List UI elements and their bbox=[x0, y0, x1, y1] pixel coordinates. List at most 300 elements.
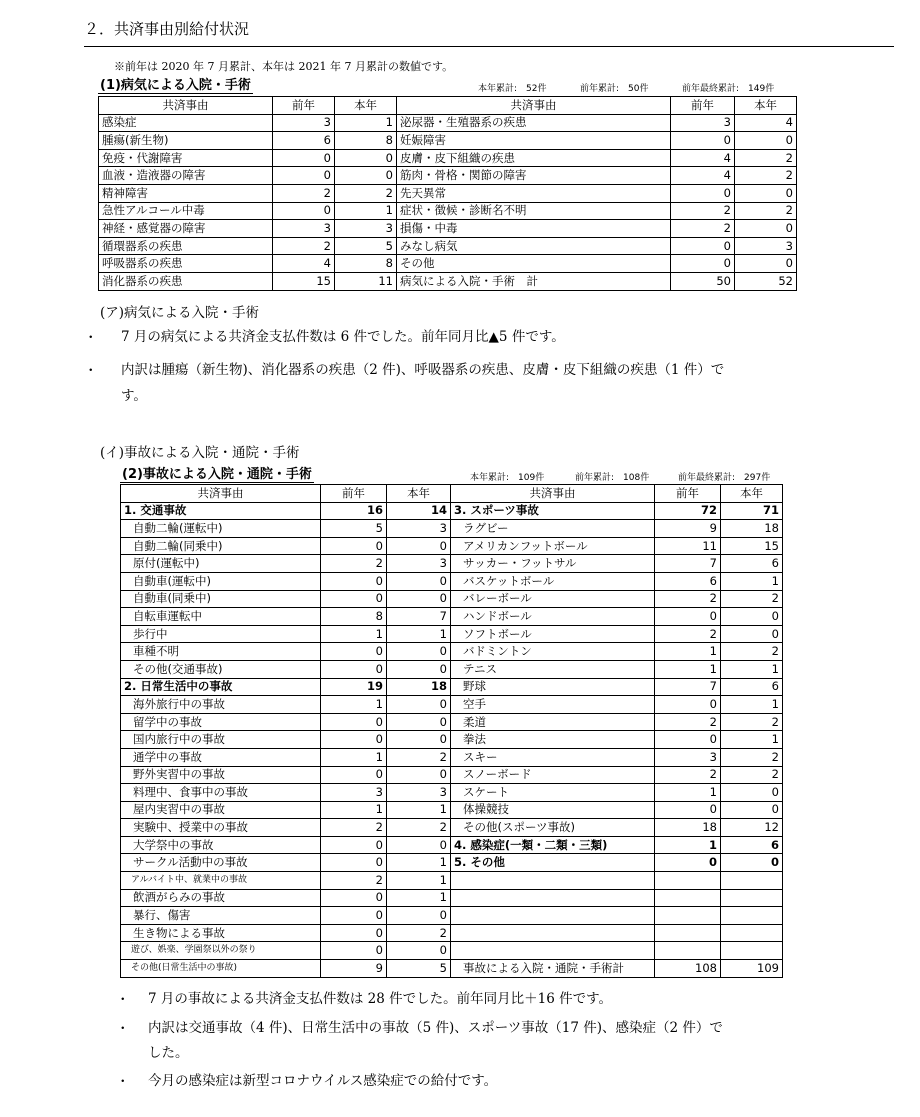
prev-year-count: 1 bbox=[655, 836, 721, 854]
prev-year-count: 7 bbox=[655, 678, 721, 696]
this-year-count: 11 bbox=[335, 272, 397, 290]
cause-label: 遊び、娯楽、学園祭以外の祭り bbox=[121, 942, 321, 960]
prev-year-count: 1 bbox=[655, 643, 721, 661]
cause-label: 腫瘍(新生物) bbox=[99, 132, 273, 150]
prev-year-count: 0 bbox=[273, 167, 335, 185]
col-header-cause: 共済事由 bbox=[121, 485, 321, 503]
this-year-count: 2 bbox=[335, 184, 397, 202]
table-row bbox=[121, 819, 783, 837]
prev-year-count: 0 bbox=[321, 836, 387, 854]
table-row bbox=[121, 872, 783, 890]
prev-year-count: 0 bbox=[321, 713, 387, 731]
cause-label: 生き物による事故 bbox=[121, 924, 321, 942]
bullet-mark: ・ bbox=[116, 992, 130, 1008]
prev-year-count: 3 bbox=[321, 784, 387, 802]
table-row bbox=[121, 555, 783, 573]
this-year-count: 0 bbox=[387, 731, 451, 749]
this-year-count: 2 bbox=[387, 748, 451, 766]
prev-year-count: 1 bbox=[655, 784, 721, 802]
table-row bbox=[121, 907, 783, 925]
prev-year-count: 0 bbox=[321, 572, 387, 590]
this-year-count: 2 bbox=[735, 167, 797, 185]
table-row bbox=[121, 660, 783, 678]
cause-label bbox=[451, 872, 655, 890]
table-row bbox=[121, 678, 783, 696]
prev-year-count: 2 bbox=[655, 590, 721, 608]
prev-year-count bbox=[655, 942, 721, 960]
col-header-this-year: 本年 bbox=[721, 485, 783, 503]
table-row bbox=[121, 960, 783, 978]
table-row bbox=[99, 114, 797, 132]
prev-year-count bbox=[655, 924, 721, 942]
this-year-count: 0 bbox=[387, 696, 451, 714]
table-row bbox=[121, 590, 783, 608]
prev-year-count: 1 bbox=[655, 660, 721, 678]
prev-year-count: 2 bbox=[273, 237, 335, 255]
cause-label: スケート bbox=[451, 784, 655, 802]
col-header-prev-year: 前年 bbox=[655, 485, 721, 503]
prev-year-count: 11 bbox=[655, 537, 721, 555]
this-year-count: 1 bbox=[387, 854, 451, 872]
prev-year-count: 108 bbox=[655, 960, 721, 978]
this-year-count: 3 bbox=[735, 237, 797, 255]
table-row bbox=[121, 643, 783, 661]
cause-label: 精神障害 bbox=[99, 184, 273, 202]
prev-year-count: 0 bbox=[321, 924, 387, 942]
cause-label: みなし病気 bbox=[397, 237, 671, 255]
table-row bbox=[121, 713, 783, 731]
this-year-count: 15 bbox=[721, 537, 783, 555]
prev-year-count bbox=[655, 907, 721, 925]
cause-label bbox=[451, 942, 655, 960]
accident-bullet-1: 7 月の事故による共済金支払件数は 28 件でした。前年同月比＋16 件です。 bbox=[148, 991, 613, 1007]
this-year-count: 6 bbox=[721, 678, 783, 696]
bullet-mark: ・ bbox=[116, 1074, 130, 1090]
this-year-count: 2 bbox=[721, 748, 783, 766]
this-year-count: 12 bbox=[721, 819, 783, 837]
col-header-this-year: 本年 bbox=[735, 97, 797, 115]
cause-label: 野球 bbox=[451, 678, 655, 696]
this-year-count: 0 bbox=[335, 167, 397, 185]
prev-year-count: 4 bbox=[273, 255, 335, 273]
accident-table-title: (2)事故による入院・通院・手術 bbox=[122, 467, 312, 482]
this-year-count: 0 bbox=[387, 713, 451, 731]
cause-label: 自動二輪(運転中) bbox=[121, 520, 321, 538]
cause-label: 飲酒がらみの事故 bbox=[121, 889, 321, 907]
accident-bullet-2: 内訳は交通事故（4 件)、日常生活中の事故（5 件)、スポーツ事故（17 件)、感染症（2 件）で bbox=[148, 1020, 723, 1036]
prev-year-count bbox=[655, 889, 721, 907]
cause-label: 国内旅行中の事故 bbox=[121, 731, 321, 749]
cause-label: 5. その他 bbox=[451, 854, 655, 872]
prev-year-count: 6 bbox=[655, 572, 721, 590]
prev-year-count: 0 bbox=[321, 854, 387, 872]
cause-label: 暴行、傷害 bbox=[121, 907, 321, 925]
cause-label bbox=[451, 889, 655, 907]
this-year-count: 1 bbox=[721, 660, 783, 678]
this-year-count: 3 bbox=[387, 520, 451, 538]
prev-year-count: 0 bbox=[273, 149, 335, 167]
cause-label: サッカー・フットサル bbox=[451, 555, 655, 573]
this-year-count: 0 bbox=[721, 625, 783, 643]
this-year-count: 109 bbox=[721, 960, 783, 978]
cause-label: 4. 感染症(一類・二類・三類) bbox=[451, 836, 655, 854]
col-header-prev-year: 前年 bbox=[321, 485, 387, 503]
this-year-count: 0 bbox=[387, 590, 451, 608]
this-year-count: 18 bbox=[721, 520, 783, 538]
col-header-cause: 共済事由 bbox=[397, 97, 671, 115]
prev-year-count: 2 bbox=[321, 555, 387, 573]
prev-year-count: 0 bbox=[671, 132, 735, 150]
this-year-count: 2 bbox=[735, 202, 797, 220]
this-year-count: 2 bbox=[387, 819, 451, 837]
this-year-count: 1 bbox=[387, 801, 451, 819]
table-row bbox=[121, 801, 783, 819]
col-header-cause: 共済事由 bbox=[99, 97, 273, 115]
cause-label: その他(スポーツ事故) bbox=[451, 819, 655, 837]
illness-bullet-1: 7 月の病気による共済金支払件数は 6 件でした。前年同月比▲5 件です。 bbox=[121, 329, 565, 345]
cause-label: 海外旅行中の事故 bbox=[121, 696, 321, 714]
this-year-count: 5 bbox=[335, 237, 397, 255]
table-row bbox=[99, 202, 797, 220]
cause-label: サークル活動中の事故 bbox=[121, 854, 321, 872]
this-year-count: 3 bbox=[387, 555, 451, 573]
illness-stat-current: 本年累計: 52件 bbox=[478, 84, 547, 94]
this-year-count: 3 bbox=[387, 784, 451, 802]
accident-table bbox=[120, 484, 783, 978]
this-year-count: 0 bbox=[721, 854, 783, 872]
this-year-count: 4 bbox=[735, 114, 797, 132]
prev-year-count: 0 bbox=[321, 766, 387, 784]
this-year-count: 2 bbox=[721, 766, 783, 784]
this-year-count: 0 bbox=[721, 801, 783, 819]
prev-year-count: 2 bbox=[655, 713, 721, 731]
cause-label: その他 bbox=[397, 255, 671, 273]
cause-label: 柔道 bbox=[451, 713, 655, 731]
this-year-count: 14 bbox=[387, 502, 451, 520]
cause-label: 留学中の事故 bbox=[121, 713, 321, 731]
this-year-count: 0 bbox=[387, 907, 451, 925]
this-year-count: 0 bbox=[735, 184, 797, 202]
prev-year-count: 50 bbox=[671, 272, 735, 290]
this-year-count: 2 bbox=[721, 590, 783, 608]
bullet-mark: ・ bbox=[84, 330, 98, 346]
prev-year-count: 0 bbox=[671, 237, 735, 255]
this-year-count: 6 bbox=[721, 555, 783, 573]
table-row bbox=[99, 132, 797, 150]
prev-year-count: 1 bbox=[321, 696, 387, 714]
this-year-count: 2 bbox=[721, 643, 783, 661]
table-row bbox=[99, 255, 797, 273]
bullet-mark: ・ bbox=[84, 363, 98, 379]
this-year-count: 2 bbox=[735, 149, 797, 167]
this-year-count: 0 bbox=[721, 784, 783, 802]
this-year-count bbox=[721, 924, 783, 942]
table-row bbox=[121, 836, 783, 854]
accident-stat-prev-final: 前年最終累計: 297件 bbox=[678, 473, 771, 483]
prev-year-count: 7 bbox=[655, 555, 721, 573]
cause-label: 妊娠障害 bbox=[397, 132, 671, 150]
cause-label: 事故による入院・通院・手術計 bbox=[451, 960, 655, 978]
prev-year-count: 1 bbox=[321, 801, 387, 819]
prev-year-count: 4 bbox=[671, 149, 735, 167]
cause-label: その他(交通事故) bbox=[121, 660, 321, 678]
this-year-count: 8 bbox=[335, 132, 397, 150]
prev-year-count: 19 bbox=[321, 678, 387, 696]
this-year-count bbox=[721, 889, 783, 907]
cause-label: 病気による入院・手術 計 bbox=[397, 272, 671, 290]
table-row bbox=[121, 924, 783, 942]
cause-label: 実験中、授業中の事故 bbox=[121, 819, 321, 837]
table-row bbox=[121, 766, 783, 784]
table-row bbox=[121, 784, 783, 802]
prev-year-count: 0 bbox=[655, 801, 721, 819]
accident-stat-previous: 前年累計: 108件 bbox=[575, 473, 650, 483]
prev-year-count: 0 bbox=[321, 889, 387, 907]
cause-label: 車種不明 bbox=[121, 643, 321, 661]
accident-section-heading: (イ)事故による入院・通院・手術 bbox=[100, 445, 300, 461]
cause-label: ハンドボール bbox=[451, 608, 655, 626]
prev-year-count: 3 bbox=[671, 114, 735, 132]
cause-label: 呼吸器系の疾患 bbox=[99, 255, 273, 273]
cause-label: バドミントン bbox=[451, 643, 655, 661]
table-row bbox=[121, 889, 783, 907]
this-year-count: 1 bbox=[335, 114, 397, 132]
prev-year-count: 0 bbox=[671, 255, 735, 273]
this-year-count: 1 bbox=[721, 696, 783, 714]
cause-label: 筋肉・骨格・関節の障害 bbox=[397, 167, 671, 185]
prev-year-count: 0 bbox=[655, 608, 721, 626]
this-year-count: 0 bbox=[721, 608, 783, 626]
prev-year-count: 9 bbox=[655, 520, 721, 538]
cause-label: 原付(運転中) bbox=[121, 555, 321, 573]
table-row bbox=[121, 520, 783, 538]
prev-year-count: 8 bbox=[321, 608, 387, 626]
this-year-count: 0 bbox=[335, 149, 397, 167]
prev-year-count: 2 bbox=[671, 202, 735, 220]
prev-year-count bbox=[655, 872, 721, 890]
table-row bbox=[99, 149, 797, 167]
cause-label: 1. 交通事故 bbox=[121, 502, 321, 520]
cause-label: 大学祭中の事故 bbox=[121, 836, 321, 854]
cause-label bbox=[451, 907, 655, 925]
cause-label: 自動車(同乗中) bbox=[121, 590, 321, 608]
this-year-count: 1 bbox=[387, 889, 451, 907]
this-year-count: 52 bbox=[735, 272, 797, 290]
section-title: ２．共済事由別給付状況 bbox=[84, 20, 250, 38]
cause-label: 神経・感覚器の障害 bbox=[99, 220, 273, 238]
accident-header-row bbox=[121, 485, 783, 503]
cause-label: 感染症 bbox=[99, 114, 273, 132]
cause-label: 空手 bbox=[451, 696, 655, 714]
table-row bbox=[121, 537, 783, 555]
bullet-mark: ・ bbox=[116, 1021, 130, 1037]
this-year-count: 71 bbox=[721, 502, 783, 520]
cause-label: 体操競技 bbox=[451, 801, 655, 819]
prev-year-count: 4 bbox=[671, 167, 735, 185]
accident-stat-current: 本年累計: 109件 bbox=[470, 473, 545, 483]
prev-year-count: 0 bbox=[655, 731, 721, 749]
cause-label: その他(日常生活中の事故) bbox=[121, 960, 321, 978]
prev-year-count: 5 bbox=[321, 520, 387, 538]
cause-label: ソフトボール bbox=[451, 625, 655, 643]
this-year-count: 1 bbox=[335, 202, 397, 220]
cause-label: アメリカンフットボール bbox=[451, 537, 655, 555]
cause-label: ラグビー bbox=[451, 520, 655, 538]
prev-year-count: 6 bbox=[273, 132, 335, 150]
cause-label: 血液・造液器の障害 bbox=[99, 167, 273, 185]
this-year-count: 0 bbox=[735, 132, 797, 150]
prev-year-count: 0 bbox=[321, 537, 387, 555]
this-year-count: 5 bbox=[387, 960, 451, 978]
cause-label: テニス bbox=[451, 660, 655, 678]
this-year-count bbox=[721, 872, 783, 890]
cause-label: 損傷・中毒 bbox=[397, 220, 671, 238]
this-year-count: 1 bbox=[721, 731, 783, 749]
prev-year-count: 0 bbox=[321, 643, 387, 661]
this-year-count: 0 bbox=[387, 660, 451, 678]
prev-year-count: 1 bbox=[321, 748, 387, 766]
prev-year-count: 2 bbox=[321, 872, 387, 890]
illness-stat-previous: 前年累計: 50件 bbox=[580, 84, 649, 94]
cause-label: スキー bbox=[451, 748, 655, 766]
cause-label: バレーボール bbox=[451, 590, 655, 608]
prev-year-count: 2 bbox=[655, 766, 721, 784]
prev-year-count: 2 bbox=[321, 819, 387, 837]
this-year-count: 7 bbox=[387, 608, 451, 626]
col-header-this-year: 本年 bbox=[335, 97, 397, 115]
this-year-count: 1 bbox=[387, 872, 451, 890]
this-year-count: 0 bbox=[387, 643, 451, 661]
table-row bbox=[121, 942, 783, 960]
prev-year-count: 0 bbox=[321, 660, 387, 678]
this-year-count: 0 bbox=[387, 766, 451, 784]
table-row bbox=[121, 625, 783, 643]
col-header-cause: 共済事由 bbox=[451, 485, 655, 503]
this-year-count bbox=[721, 907, 783, 925]
cause-label: 3. スポーツ事故 bbox=[451, 502, 655, 520]
table-row bbox=[121, 608, 783, 626]
col-header-prev-year: 前年 bbox=[273, 97, 335, 115]
table-row bbox=[121, 748, 783, 766]
cause-label: 先天異常 bbox=[397, 184, 671, 202]
prev-year-count: 3 bbox=[273, 114, 335, 132]
prev-year-count: 0 bbox=[321, 731, 387, 749]
this-year-count bbox=[721, 942, 783, 960]
cause-label: 泌尿器・生殖器系の疾患 bbox=[397, 114, 671, 132]
prev-year-count: 16 bbox=[321, 502, 387, 520]
table-row bbox=[99, 184, 797, 202]
prev-year-count: 18 bbox=[655, 819, 721, 837]
prev-year-count: 0 bbox=[671, 184, 735, 202]
cause-label: 自転車運転中 bbox=[121, 608, 321, 626]
cause-label: 2. 日常生活中の事故 bbox=[121, 678, 321, 696]
cause-label: 拳法 bbox=[451, 731, 655, 749]
cause-label: 自動二輪(同乗中) bbox=[121, 537, 321, 555]
cause-label: 急性アルコール中毒 bbox=[99, 202, 273, 220]
this-year-count: 0 bbox=[735, 220, 797, 238]
cause-label bbox=[451, 924, 655, 942]
this-year-count: 0 bbox=[387, 942, 451, 960]
cause-label: 通学中の事故 bbox=[121, 748, 321, 766]
table-row bbox=[99, 167, 797, 185]
prev-year-count: 9 bbox=[321, 960, 387, 978]
cause-label: 自動車(運転中) bbox=[121, 572, 321, 590]
prev-year-count: 0 bbox=[273, 202, 335, 220]
table-row bbox=[99, 272, 797, 290]
illness-bullet-2: 内訳は腫瘍（新生物)、消化器系の疾患（2 件)、呼吸器系の疾患、皮膚・皮下組織の疾患（1 件）で bbox=[121, 362, 725, 378]
prev-year-count: 2 bbox=[671, 220, 735, 238]
illness-table-title: (1)病気による入院・手術 bbox=[100, 78, 251, 93]
this-year-count: 6 bbox=[721, 836, 783, 854]
table-row bbox=[121, 572, 783, 590]
illness-stat-prev-final: 前年最終累計: 149件 bbox=[682, 84, 775, 94]
prev-year-count: 2 bbox=[273, 184, 335, 202]
this-year-count: 1 bbox=[387, 625, 451, 643]
table-row bbox=[121, 696, 783, 714]
accident-bullet-2-cont: した。 bbox=[148, 1045, 189, 1061]
this-year-count: 0 bbox=[387, 537, 451, 555]
illness-table bbox=[98, 96, 797, 291]
cause-label: 循環器系の疾患 bbox=[99, 237, 273, 255]
prev-year-count: 3 bbox=[273, 220, 335, 238]
this-year-count: 2 bbox=[721, 713, 783, 731]
this-year-count: 0 bbox=[735, 255, 797, 273]
prev-year-count: 0 bbox=[321, 942, 387, 960]
period-note: ※前年は 2020 年 7 月累計、本年は 2021 年 7 月累計の数値です。 bbox=[114, 60, 454, 73]
table-row bbox=[121, 854, 783, 872]
this-year-count: 3 bbox=[335, 220, 397, 238]
accident-bullet-3: 今月の感染症は新型コロナウイルス感染症での給付です。 bbox=[148, 1073, 498, 1089]
table-row bbox=[121, 502, 783, 520]
prev-year-count: 0 bbox=[655, 854, 721, 872]
table-row bbox=[121, 731, 783, 749]
illness-section-heading: (ア)病気による入院・手術 bbox=[100, 305, 260, 321]
col-header-this-year: 本年 bbox=[387, 485, 451, 503]
prev-year-count: 3 bbox=[655, 748, 721, 766]
prev-year-count: 0 bbox=[321, 590, 387, 608]
this-year-count: 18 bbox=[387, 678, 451, 696]
prev-year-count: 15 bbox=[273, 272, 335, 290]
table-row bbox=[99, 237, 797, 255]
cause-label: 消化器系の疾患 bbox=[99, 272, 273, 290]
this-year-count: 2 bbox=[387, 924, 451, 942]
cause-label: 皮膚・皮下組織の疾患 bbox=[397, 149, 671, 167]
cause-label: バスケットボール bbox=[451, 572, 655, 590]
cause-label: 料理中、食事中の事故 bbox=[121, 784, 321, 802]
table-row bbox=[99, 220, 797, 238]
cause-label: 歩行中 bbox=[121, 625, 321, 643]
this-year-count: 1 bbox=[721, 572, 783, 590]
col-header-prev-year: 前年 bbox=[671, 97, 735, 115]
prev-year-count: 72 bbox=[655, 502, 721, 520]
illness-bullet-2-cont: す。 bbox=[121, 388, 147, 404]
cause-label: アルバイト中、就業中の事故 bbox=[121, 872, 321, 890]
prev-year-count: 0 bbox=[321, 907, 387, 925]
prev-year-count: 1 bbox=[321, 625, 387, 643]
cause-label: 屋内実習中の事故 bbox=[121, 801, 321, 819]
cause-label: 野外実習中の事故 bbox=[121, 766, 321, 784]
prev-year-count: 0 bbox=[655, 696, 721, 714]
prev-year-count: 2 bbox=[655, 625, 721, 643]
cause-label: 症状・徴候・診断名不明 bbox=[397, 202, 671, 220]
cause-label: スノーボード bbox=[451, 766, 655, 784]
this-year-count: 8 bbox=[335, 255, 397, 273]
illness-header-row bbox=[99, 97, 797, 115]
title-divider bbox=[84, 46, 894, 47]
cause-label: 免疫・代謝障害 bbox=[99, 149, 273, 167]
this-year-count: 0 bbox=[387, 572, 451, 590]
this-year-count: 0 bbox=[387, 836, 451, 854]
